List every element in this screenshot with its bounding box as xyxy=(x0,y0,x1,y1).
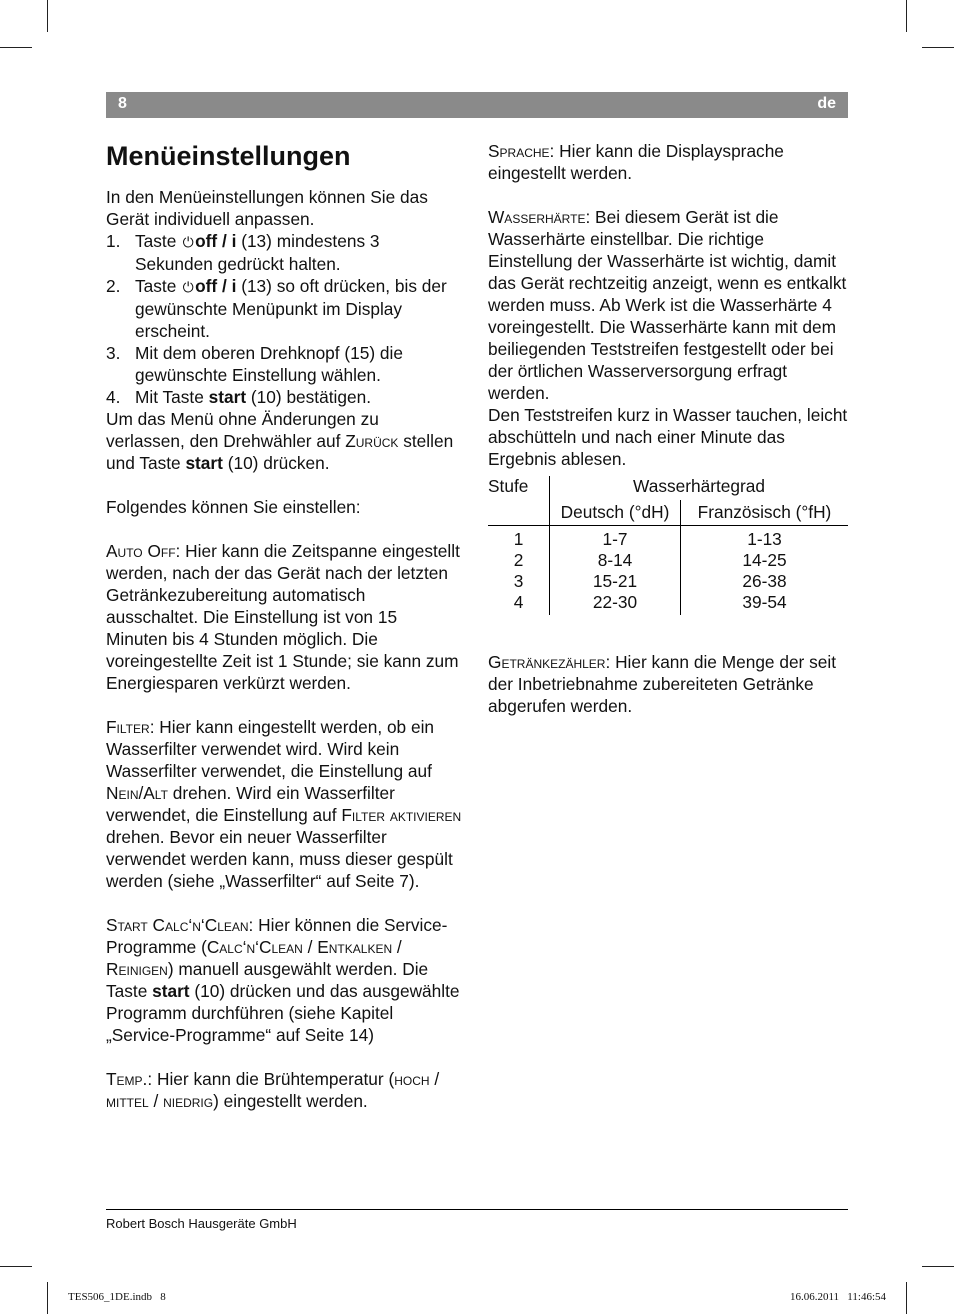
page-title: Menüeinstellungen xyxy=(106,141,351,171)
step-item xyxy=(106,230,462,275)
setting-text: ) manuell ausgewählt werden. Die Taste xyxy=(106,959,429,1001)
table-header-fr: Französisch (°fH) xyxy=(681,500,849,526)
setting-label: Auto Off xyxy=(106,541,176,561)
setting-label: Start Calc‘n‘Clean xyxy=(106,915,249,935)
step-number: 1. xyxy=(106,231,121,251)
setting-text: drehen. Bevor ein neuer Wasserfilter verwendet werden kann, muss dieser gespült werden (siehe „Wasserfilter“ auf Seite 7). xyxy=(106,827,453,891)
menu-option: hoch / mittel / niedrig xyxy=(106,1069,440,1111)
setting-text: drehen. Wird ein Wasserfilter verwendet, die Einstellung auf xyxy=(106,783,395,825)
setting-label: Sprache xyxy=(488,141,550,161)
step-text: Taste xyxy=(135,276,182,296)
crop-mark xyxy=(0,1266,32,1267)
getraenkezaehler-section xyxy=(488,651,848,717)
calc-clean-section xyxy=(106,914,462,1046)
step-number: 2. xyxy=(106,276,121,296)
intro-text: In den Menüeinstellungen können Sie das Gerät individuell anpassen. xyxy=(106,187,428,229)
table-header-de: Deutsch (°dH) xyxy=(550,500,681,526)
setting-text: (10) drücken und das ausgewählte Programm durchführen (siehe Kapitel „Service-Programme“ auf Seite 14) xyxy=(106,981,460,1045)
sprache-section xyxy=(488,140,848,184)
step-number: 4. xyxy=(106,387,121,407)
step-text: Mit dem oberen Drehknopf (15) die gewünschte Einstellung wählen. xyxy=(135,343,403,385)
step-item xyxy=(106,275,462,342)
table-cell-fr: 1-13 14-25 26-38 39-54 xyxy=(742,529,787,612)
text-run: (10) drücken. xyxy=(222,453,330,473)
setting-label: Filter xyxy=(106,717,150,737)
setting-text: / xyxy=(392,937,402,957)
menu-option: Entkalken xyxy=(317,937,393,957)
power-icon: ⏻ xyxy=(182,279,194,295)
key-label: off / i xyxy=(195,231,237,251)
right-column xyxy=(488,140,848,717)
temp-section xyxy=(106,1068,462,1112)
table-header-group: Wasserhärtegrad xyxy=(633,476,765,496)
page-number: 8 xyxy=(118,95,127,112)
step-item xyxy=(106,342,462,386)
menu-option: Nein/Alt xyxy=(106,783,168,803)
crop-mark xyxy=(922,1266,954,1267)
crop-mark xyxy=(47,1282,48,1314)
key-label: start xyxy=(152,981,190,1001)
menu-option: Zurück xyxy=(345,431,399,451)
step-text: (13) mindestens 3 Sekunden gedrückt halten. xyxy=(135,231,380,274)
print-file-info: TES506_1DE.indb 8 xyxy=(68,1291,166,1303)
setting-text: : Hier kann eingestellt werden, ob ein Wasserfilter verwendet wird. Wird kein Wasserfilter verwendet, die Einstellung auf xyxy=(106,717,435,781)
step-number: 3. xyxy=(106,343,121,363)
print-datetime: 16.06.2011 11:46:54 xyxy=(789,1291,886,1303)
crop-mark xyxy=(47,0,48,32)
setting-label: Getränkezähler xyxy=(488,652,606,672)
setting-label: Temp. xyxy=(106,1069,148,1089)
page-header-bar xyxy=(106,92,848,118)
table-cell-stufe: 1 2 3 4 xyxy=(488,526,550,616)
setting-text: : Hier können die Service-Programme ( xyxy=(106,915,448,957)
menu-option: Calc‘n‘Clean xyxy=(206,937,303,957)
table-header-stufe: Stufe xyxy=(488,476,550,500)
key-label: off / i xyxy=(195,276,237,296)
wasserhaerte-section xyxy=(488,206,848,404)
text-run: Um das Menü ohne Änderungen zu verlassen, den Drehwähler auf xyxy=(106,409,379,451)
water-hardness-table xyxy=(488,476,848,615)
setting-text: : Hier kann die Displaysprache eingestellt werden. xyxy=(488,141,784,183)
setting-text: : Hier kann die Brühtemperatur ( xyxy=(147,1069,395,1089)
setting-label: Wasserhärte xyxy=(488,207,586,227)
settings-intro: Folgendes können Sie einstellen: xyxy=(106,497,361,517)
step-text: (10) bestätigen. xyxy=(246,387,371,407)
setting-text: / xyxy=(302,937,318,957)
teststreifen-text: Den Teststreifen kurz in Wasser tauchen, leicht abschütteln und nach einer Minute das Ergebnis ablesen. xyxy=(488,405,848,469)
menu-option: Reinigen xyxy=(106,959,168,979)
filter-section xyxy=(106,716,462,892)
setting-text: : Hier kann die Menge der seit der Inbetriebnahme zubereiteten Getränke abgerufen werden. xyxy=(488,652,837,716)
step-text: (13) so oft drücken, bis der gewünschte Menüpunkt im Display erscheint. xyxy=(135,276,447,341)
steps-list xyxy=(106,230,462,408)
step-item xyxy=(106,386,462,408)
text-run: stellen und Taste xyxy=(106,431,454,473)
left-column xyxy=(106,140,462,1112)
step-text: Taste xyxy=(135,231,182,251)
key-label: start xyxy=(185,453,223,473)
language-code: de xyxy=(817,95,836,112)
crop-mark xyxy=(0,47,32,48)
auto-off-section xyxy=(106,540,462,694)
crop-mark xyxy=(906,0,907,32)
setting-text: ) eingestellt werden. xyxy=(213,1091,368,1111)
menu-option: Filter aktivieren xyxy=(341,805,462,825)
step-text: Mit Taste xyxy=(135,387,209,407)
exit-text xyxy=(106,408,462,474)
setting-text: : Bei diesem Gerät ist die Wasserhärte einstellbar. Die richtige Einstellung der Wasserhärte ist wichtig, damit das Gerät rechtzeitig anzeigt, wenn es entkalkt werden muss. Ab Werk ist die Wasserhärte 4 voreingestellt. Die Wasserhärte kann mit dem beiliegenden Teststreifen festgestellt oder bei der örtlichen Wasserversorgung erfragt werden. xyxy=(488,207,847,403)
table-cell-de: 1-7 8-14 15-21 22-30 xyxy=(550,526,681,616)
power-icon: ⏻ xyxy=(182,234,194,250)
setting-text: : Hier kann die Zeitspanne eingestellt werden, nach der das Gerät nach der letzten Getränkezubereitung automatisch ausschaltet. Die Einstellung ist von 15 Minuten bis 4 Stunden möglich. Die voreingestellte Zeit ist 1 Stunde; sie kann zum Energiesparen verkürzt werden. xyxy=(106,541,460,693)
key-label: start xyxy=(208,387,247,407)
footer-divider xyxy=(106,1209,848,1210)
crop-mark xyxy=(922,47,954,48)
footer-company: Robert Bosch Hausgeräte GmbH xyxy=(106,1216,297,1231)
crop-mark xyxy=(906,1282,907,1314)
